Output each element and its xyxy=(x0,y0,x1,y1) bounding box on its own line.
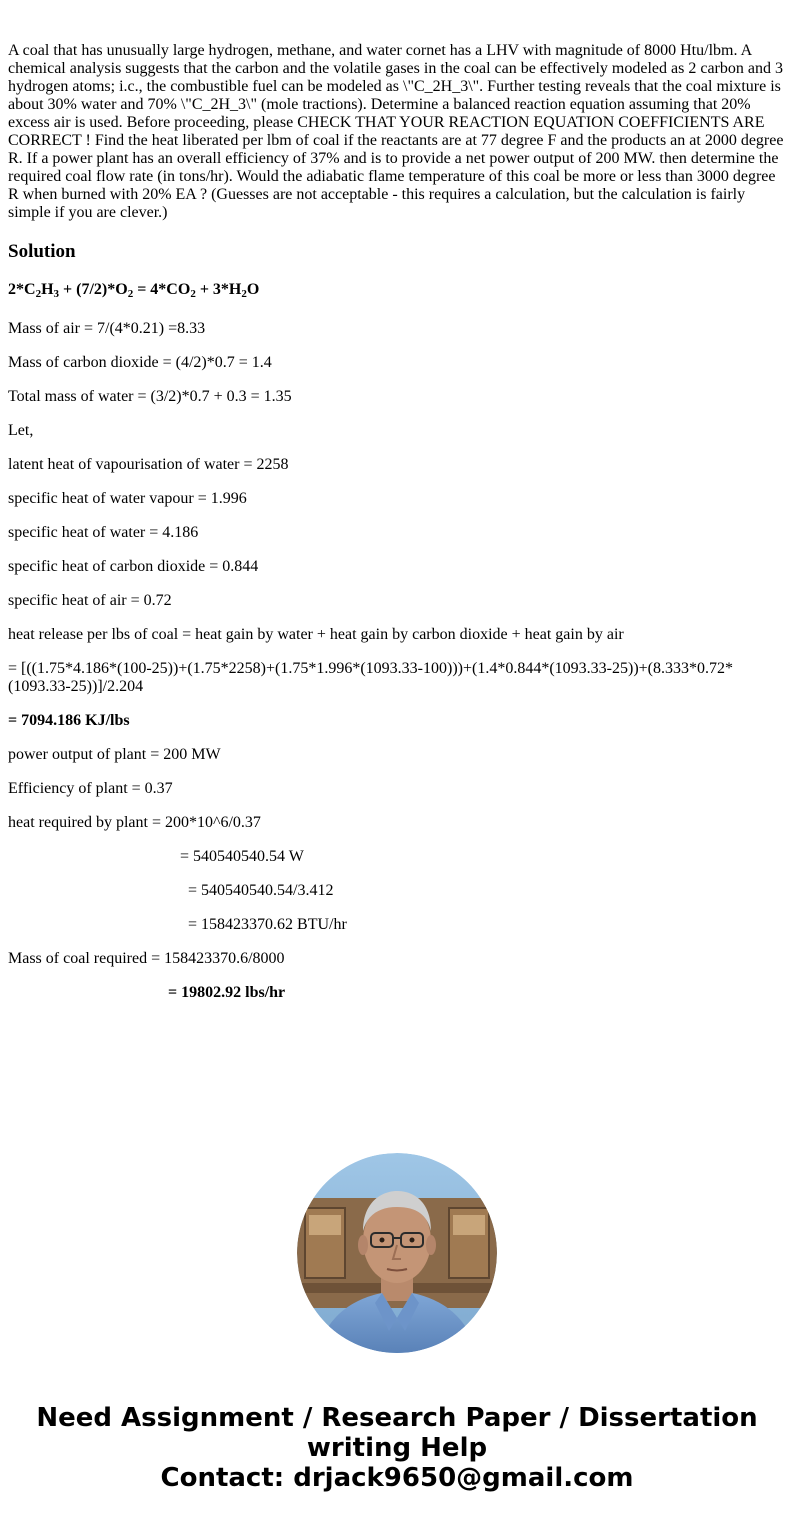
question-text: A coal that has unusually large hydrogen, methane, and water cornet has a LHV with magnitude of 8000 Htu/lbm. A chemical analysis suggests that the carbon and the volatile gases in the coal can be effectively modeled as 2 carbon and 3 hydrogen atoms; i.c., the combustible fuel can be modeled as \"C_2H_3\". Further testing reveals that the coal mixture is about 30% water and 70% \"C_2H_3\" (mole tractions). Determine a balanced reaction equation assuming that 20% excess air is used. Before proceeding, please CHECK THAT YOUR REACTION EQUATION COEFFICIENTS ARE CORRECT ! Find the heat liberated per lbm of coal if the reactants are at 77 degree F and the products an at 2000 degree R. If a power plant has an overall efficiency of 37% and is to provide a net power output of 200 MW. then determine the required coal flow rate (in tons/hr). Would the adiabatic flame temperature of this coal be more or less than 3000 degree R when burned with 20% EA ? (Guesses are not acceptable - this requires a calculation, but the calculation is fairly simple if you are clever.) xyxy=(8,42,784,221)
specific-heat-air-line: specific heat of air = 0.72 xyxy=(8,592,172,609)
specific-heat-vapour-line: specific heat of water vapour = 1.996 xyxy=(8,490,247,507)
heat-required-line: heat required by plant = 200*10^6/0.37 xyxy=(8,814,261,831)
solution-heading: Solution xyxy=(8,241,76,262)
footer-contact-email: Contact: drjack9650@gmail.com xyxy=(160,1463,634,1493)
person-photo-icon xyxy=(297,1153,497,1353)
heat-release-definition: heat release per lbs of coal = heat gain by water + heat gain by carbon dioxide + heat gain by air xyxy=(8,626,624,643)
latent-heat-line: latent heat of vapourisation of water = 2258 xyxy=(8,456,289,473)
footer-contact-banner xyxy=(0,1403,794,1493)
mass-of-coal-line: Mass of coal required = 158423370.6/8000 xyxy=(8,950,285,967)
heat-required-division-line: = 540540540.54/3.412 xyxy=(188,882,334,899)
let-line: Let, xyxy=(8,422,34,439)
footer-line-1: Need Assignment / Research Paper / Dissertation xyxy=(36,1403,758,1433)
mass-of-coal-result: = 19802.92 lbs/hr xyxy=(168,984,286,1001)
heat-required-watts-line: = 540540540.54 W xyxy=(180,848,304,865)
heat-release-calculation: = [((1.75*4.186*(100-25))+(1.75*2258)+(1.75*1.996*(1093.33-100)))+(1.4*0.844*(1093.33-25))+(8.333*0.72*(1093.33-25))]/2.204 xyxy=(8,660,734,695)
power-output-line: power output of plant = 200 MW xyxy=(8,746,221,763)
mass-of-co2-line: Mass of carbon dioxide = (4/2)*0.7 = 1.4 xyxy=(8,354,272,371)
mass-of-air-line: Mass of air = 7/(4*0.21) =8.33 xyxy=(8,320,206,337)
author-avatar xyxy=(297,1153,497,1353)
mass-of-water-line: Total mass of water = (3/2)*0.7 + 0.3 = 1.35 xyxy=(8,388,292,405)
efficiency-line: Efficiency of plant = 0.37 xyxy=(8,780,173,797)
reaction-equation: $2*C_2H_3 + (7/2)*O_2 = 4*CO_2 + 3*H_2O$ xyxy=(8,281,260,300)
heat-required-btu-line: = 158423370.62 BTU/hr xyxy=(188,916,347,933)
footer-line-2: writing Help xyxy=(306,1433,488,1463)
specific-heat-co2-line: specific heat of carbon dioxide = 0.844 xyxy=(8,558,259,575)
heat-release-result: = 7094.186 KJ/lbs xyxy=(8,712,130,729)
specific-heat-water-line: specific heat of water = 4.186 xyxy=(8,524,199,541)
